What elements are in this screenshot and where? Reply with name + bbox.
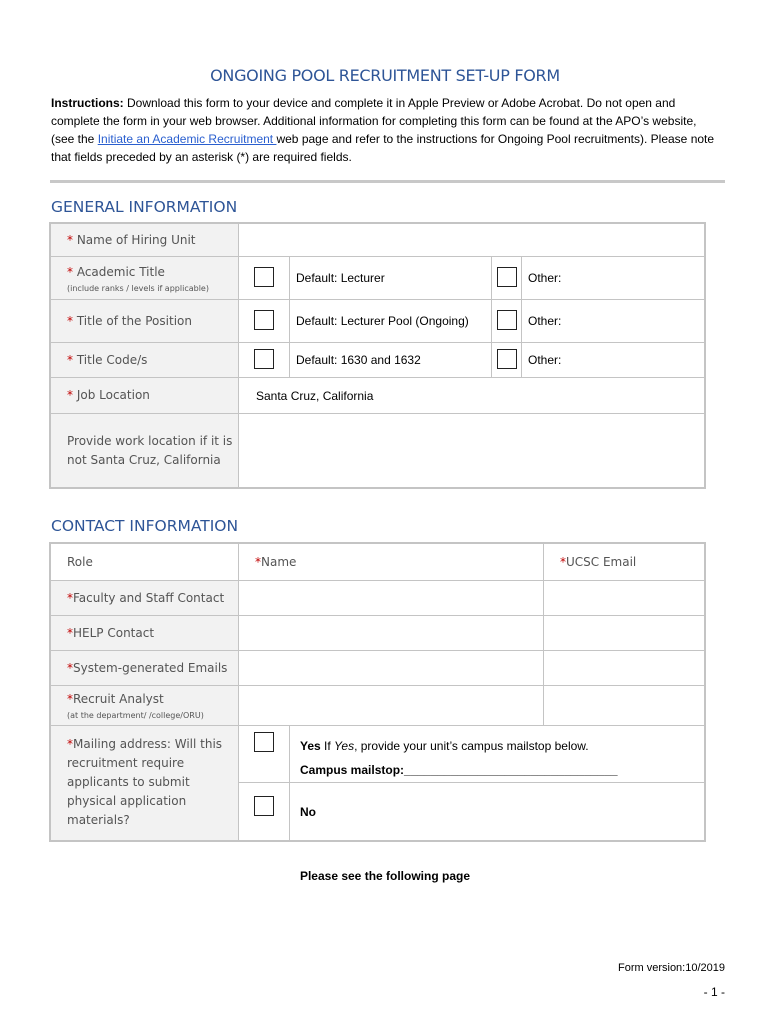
title-code-label: * Title Code/s — [51, 343, 239, 378]
mailing-no-text: No — [290, 783, 705, 841]
system-emails-name-input[interactable] — [239, 651, 544, 686]
help-contact-email-input[interactable] — [544, 616, 705, 651]
help-contact-row — [51, 616, 705, 651]
section-divider — [50, 180, 725, 183]
title-code-default-text: Default: 1630 and 1632 — [290, 343, 492, 378]
title-of-position-other-checkbox[interactable] — [492, 300, 522, 343]
recruit-analyst-label: *Recruit Analyst (at the department/ /college/ORU) — [51, 686, 239, 726]
faculty-contact-label: *Faculty and Staff Contact — [51, 581, 239, 616]
hiring-unit-input[interactable] — [239, 224, 705, 257]
mailing-yes-row — [51, 726, 705, 783]
checkbox-icon — [254, 310, 274, 330]
job-location-input[interactable]: Santa Cruz, California — [239, 378, 705, 414]
academic-title-default-text: Default: Lecturer — [290, 257, 492, 300]
mailing-yes-text: Yes If Yes, provide your unit’s campus mailstop below. Campus mailstop:________________________________ — [290, 726, 705, 783]
work-location-row — [51, 414, 705, 488]
checkbox-icon — [254, 267, 274, 287]
work-location-label: Provide work location if it is not Santa Cruz, California — [51, 414, 239, 488]
system-emails-email-input[interactable] — [544, 651, 705, 686]
system-emails-row — [51, 651, 705, 686]
form-title: ONGOING POOL RECRUITMENT SET-UP FORM — [210, 66, 560, 85]
checkbox-icon — [497, 267, 517, 287]
checkbox-icon — [497, 349, 517, 369]
initiate-recruitment-link[interactable]: Initiate an Academic Recruitment — [97, 132, 277, 146]
academic-title-row — [51, 257, 705, 300]
hiring-unit-row — [51, 224, 705, 257]
checkbox-icon — [254, 732, 274, 752]
form-version: Form version:10/2019 — [618, 962, 725, 974]
contact-information-table — [50, 543, 705, 841]
general-information-table — [50, 223, 705, 488]
instructions-text-2: web page and refer to the instructions for Ongoing Pool recruitments). Please note that fields preceded by an asterisk (*) are required fields. — [51, 132, 715, 164]
mailing-address-label: *Mailing address: Will this recruitment require applicants to submit physical application materials? — [51, 726, 239, 841]
academic-title-hint: (include ranks / levels if applicable) — [67, 283, 209, 293]
role-column-header: Role — [51, 544, 239, 581]
recruit-analyst-name-input[interactable] — [239, 686, 544, 726]
email-column-header: *UCSC Email — [544, 544, 705, 581]
academic-title-default-checkbox[interactable] — [239, 257, 290, 300]
faculty-contact-email-input[interactable] — [544, 581, 705, 616]
hiring-unit-label: * Name of Hiring Unit — [51, 224, 239, 257]
title-of-position-default-checkbox[interactable] — [239, 300, 290, 343]
name-column-header: *Name — [239, 544, 544, 581]
campus-mailstop-field[interactable]: Campus mailstop:________________________________ — [300, 763, 618, 777]
title-of-position-other-field[interactable]: Other: — [522, 300, 705, 343]
help-contact-name-input[interactable] — [239, 616, 544, 651]
academic-title-other-field[interactable]: Other: — [522, 257, 705, 300]
instructions-label: Instructions: — [51, 96, 124, 110]
faculty-contact-name-input[interactable] — [239, 581, 544, 616]
checkbox-icon — [254, 349, 274, 369]
mailing-no-checkbox[interactable] — [239, 783, 290, 841]
title-of-position-default-text: Default: Lecturer Pool (Ongoing) — [290, 300, 492, 343]
work-location-input[interactable] — [239, 414, 705, 488]
contact-information-heading: CONTACT INFORMATION — [51, 517, 239, 535]
title-code-other-checkbox[interactable] — [492, 343, 522, 378]
mailing-yes-checkbox[interactable] — [239, 726, 290, 783]
title-code-row — [51, 343, 705, 378]
title-code-default-checkbox[interactable] — [239, 343, 290, 378]
page-number: - 1 - — [703, 985, 725, 999]
title-of-position-row — [51, 300, 705, 343]
general-information-heading: GENERAL INFORMATION — [51, 198, 238, 216]
instructions — [51, 94, 721, 166]
title-code-other-field[interactable]: Other: — [522, 343, 705, 378]
recruit-analyst-email-input[interactable] — [544, 686, 705, 726]
academic-title-label: * Academic Title (include ranks / levels if applicable) — [51, 257, 239, 300]
academic-title-other-checkbox[interactable] — [492, 257, 522, 300]
job-location-label: * Job Location — [51, 378, 239, 414]
see-following-page-note: Please see the following page — [299, 869, 471, 883]
job-location-row — [51, 378, 705, 414]
recruit-analyst-hint: (at the department/ /college/ORU) — [67, 711, 204, 720]
checkbox-icon — [254, 796, 274, 816]
help-contact-label: *HELP Contact — [51, 616, 239, 651]
checkbox-icon — [497, 310, 517, 330]
instructions-text-1: Download this form to your device and complete it in Apple Preview or Adobe Acrobat. Do not open and complete the form in your web browser. Additional information for completing this form can be found at the APO’s website, (see the — [51, 96, 697, 146]
recruit-analyst-row — [51, 686, 705, 726]
faculty-contact-row — [51, 581, 705, 616]
system-emails-label: *System-generated Emails — [51, 651, 239, 686]
title-of-position-label: * Title of the Position — [51, 300, 239, 343]
contact-header-row — [51, 544, 705, 581]
